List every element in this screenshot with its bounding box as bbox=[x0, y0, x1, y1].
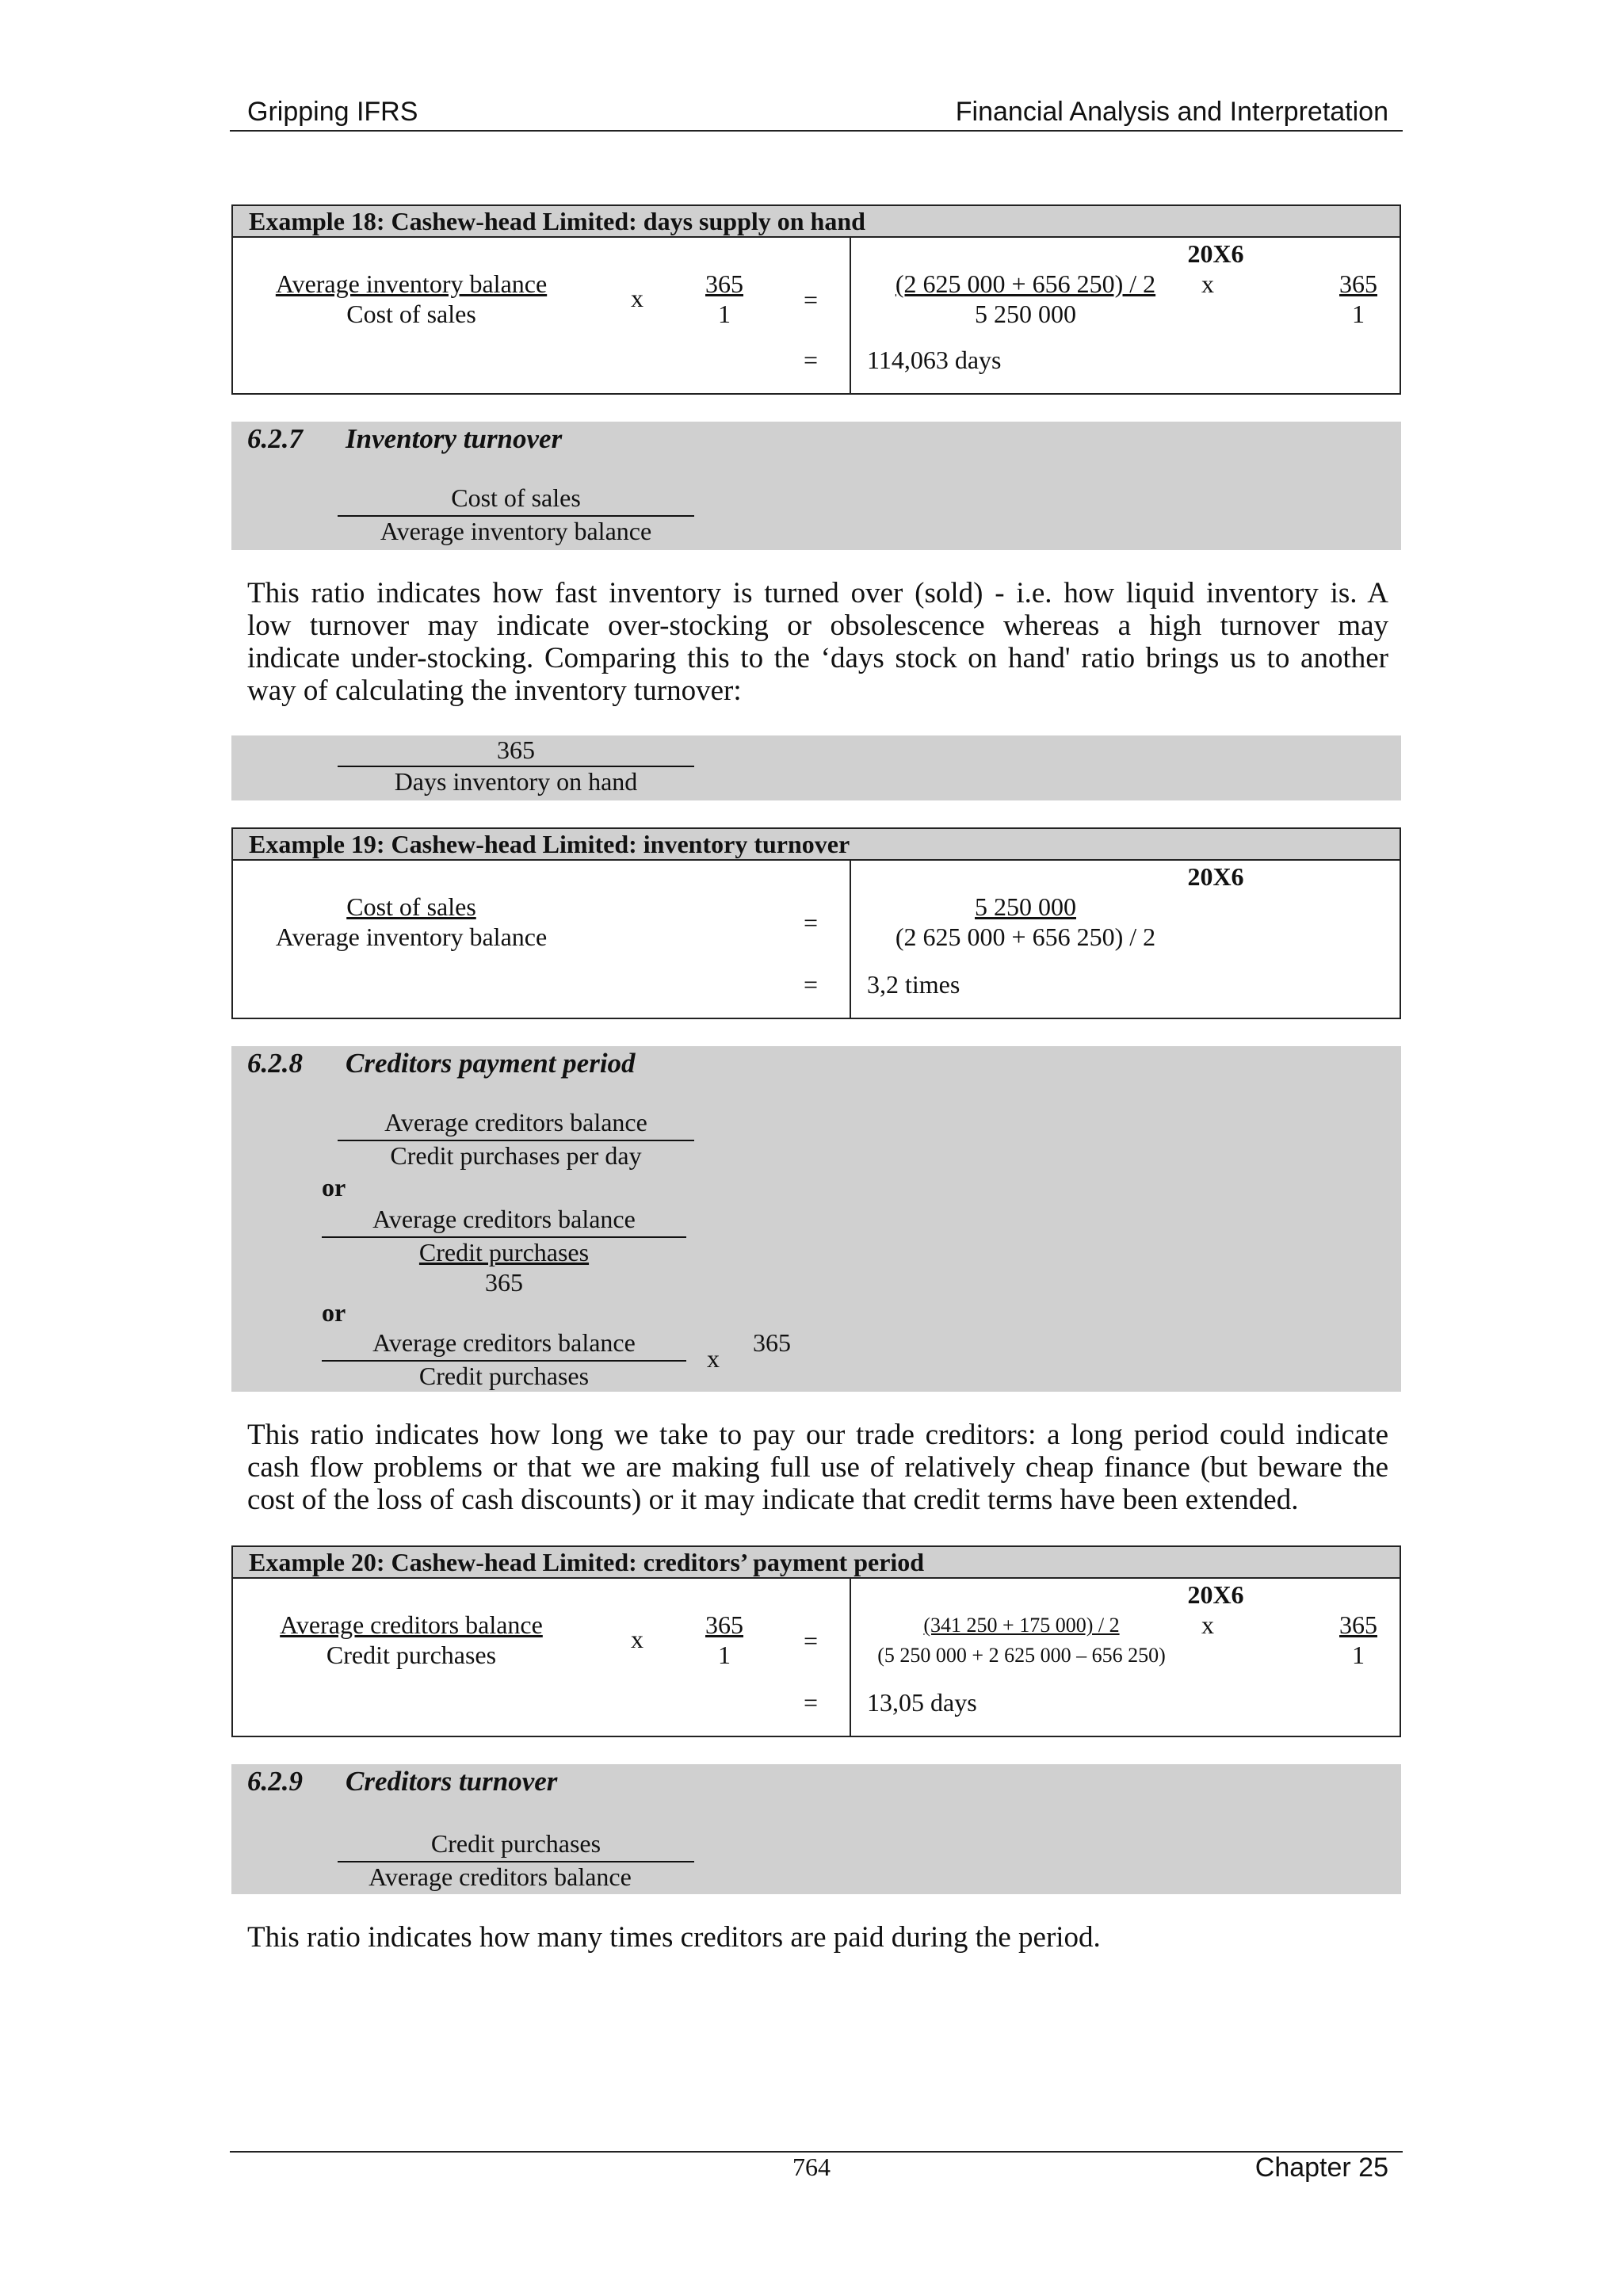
header-left: Gripping IFRS bbox=[247, 97, 418, 127]
example-18-equals-2: = bbox=[804, 346, 819, 374]
para3-line-1: This ratio indicates how many times creditors are paid during the period. bbox=[247, 1921, 1101, 1954]
paragraph-creditors-turnover bbox=[247, 1921, 1388, 1954]
example-19-calc-num: 5 250 000 bbox=[975, 892, 1076, 921]
example-18-divider bbox=[850, 238, 851, 393]
paragraph-inventory-turnover bbox=[247, 577, 1388, 707]
section-628-f3-times: x bbox=[707, 1344, 720, 1373]
example-18-calc-mult-num: 365 bbox=[1339, 269, 1377, 298]
example-18-calc-mult-den: 1 bbox=[1352, 300, 1365, 328]
example-20-divider bbox=[850, 1579, 851, 1736]
section-628-f2-num: Average creditors balance bbox=[372, 1205, 636, 1233]
example-20-calc-mult-num: 365 bbox=[1339, 1610, 1377, 1639]
section-628-f3-num: Average creditors balance bbox=[372, 1328, 636, 1357]
section-628-or-1: or bbox=[322, 1173, 346, 1201]
example-18-title: Example 18: Cashew-head Limited: days supply on hand bbox=[233, 206, 1400, 238]
example-19-equals: = bbox=[804, 908, 819, 937]
section-628-number: 6.2.8 bbox=[247, 1048, 303, 1079]
alt-formula-den: Days inventory on hand bbox=[394, 767, 638, 796]
example-20-title: Example 20: Cashew-head Limited: creditors’ payment period bbox=[233, 1547, 1400, 1579]
alt-formula-box bbox=[231, 735, 1401, 800]
para2-line-2: cash flow problems or that we are making full use of relatively cheap finance (but beware the bbox=[247, 1451, 1388, 1484]
section-629-formula-den: Average creditors balance bbox=[369, 1862, 632, 1891]
example-20-calc-times: x bbox=[1201, 1610, 1214, 1639]
example-18-mult-num: 365 bbox=[705, 269, 743, 298]
alt-formula-num: 365 bbox=[497, 735, 535, 764]
para1-line-2: low turnover may indicate over-stocking or obsolescence whereas a high turnover may bbox=[247, 609, 1388, 642]
section-628-f1-den: Credit purchases per day bbox=[390, 1141, 642, 1170]
section-627-number: 6.2.7 bbox=[247, 423, 303, 454]
example-18-times: x bbox=[631, 284, 643, 312]
example-20-calc-den: (5 250 000 + 2 625 000 – 656 250) bbox=[877, 1644, 1166, 1667]
example-20-box bbox=[231, 1545, 1401, 1737]
section-628-or-2: or bbox=[322, 1298, 346, 1327]
example-20-equals-2: = bbox=[804, 1688, 819, 1717]
paragraph-creditors-payment bbox=[247, 1419, 1388, 1516]
section-628-f3-mult: 365 bbox=[753, 1328, 791, 1357]
example-20-mult-num: 365 bbox=[705, 1610, 743, 1639]
example-20-mult-den: 1 bbox=[718, 1641, 731, 1669]
para2-line-1: This ratio indicates how long we take to pay our trade creditors: a long period could indicate bbox=[247, 1419, 1388, 1451]
section-629-number: 6.2.9 bbox=[247, 1766, 303, 1797]
example-18-box bbox=[231, 204, 1401, 395]
example-19-result: 3,2 times bbox=[867, 970, 960, 999]
para2-line-3: cost of the loss of cash discounts) or it may indicate that credit terms have been extended. bbox=[247, 1484, 1299, 1516]
example-19-formula-num: Cost of sales bbox=[346, 892, 476, 921]
section-628-f1-num: Average creditors balance bbox=[384, 1108, 647, 1137]
example-20-equals: = bbox=[804, 1626, 819, 1655]
example-20-times: x bbox=[631, 1625, 643, 1653]
example-19-box bbox=[231, 827, 1401, 1019]
example-19-formula-den: Average inventory balance bbox=[275, 923, 548, 951]
example-19-divider bbox=[850, 861, 851, 1018]
example-18-calc-den: 5 250 000 bbox=[975, 300, 1076, 328]
example-18-mult-den: 1 bbox=[718, 300, 731, 328]
example-20-calc-num: (341 250 + 175 000) / 2 bbox=[923, 1614, 1120, 1637]
para1-line-3: indicate under-stocking. Comparing this to the ‘days stock on hand' ratio brings us to another bbox=[247, 642, 1388, 674]
section-629-title: Creditors turnover bbox=[346, 1766, 558, 1797]
example-18-equals: = bbox=[804, 285, 819, 314]
example-20-year: 20X6 bbox=[1187, 1580, 1244, 1609]
section-628-f2-den-num: Credit purchases bbox=[418, 1238, 590, 1266]
example-18-formula-den: Cost of sales bbox=[346, 300, 476, 328]
para1-line-4: way of calculating the inventory turnover: bbox=[247, 674, 742, 707]
section-628-f3-den: Credit purchases bbox=[418, 1362, 590, 1390]
example-18-formula-num: Average inventory balance bbox=[275, 269, 548, 298]
section-627-title: Inventory turnover bbox=[346, 423, 563, 454]
section-629-box bbox=[231, 1764, 1401, 1894]
section-627-formula-num: Cost of sales bbox=[451, 483, 581, 512]
example-20-calc-mult-den: 1 bbox=[1352, 1641, 1365, 1669]
section-629-formula-num: Credit purchases bbox=[430, 1829, 601, 1858]
footer-chapter: Chapter 25 bbox=[1254, 2153, 1388, 2183]
example-18-calc-num: (2 625 000 + 656 250) / 2 bbox=[895, 269, 1156, 298]
footer-page-number: 764 bbox=[792, 2153, 831, 2181]
section-627-formula-den: Average inventory balance bbox=[380, 517, 652, 545]
example-19-title: Example 19: Cashew-head Limited: inventory turnover bbox=[233, 829, 1400, 861]
para1-line-1: This ratio indicates how fast inventory is turned over (sold) - i.e. how liquid inventory is. A bbox=[247, 577, 1388, 609]
example-20-result: 13,05 days bbox=[867, 1688, 977, 1717]
example-18-calc-times: x bbox=[1201, 269, 1214, 298]
section-628-box bbox=[231, 1046, 1401, 1392]
example-19-equals-2: = bbox=[804, 970, 819, 999]
example-18-result: 114,063 days bbox=[867, 346, 1002, 374]
example-19-calc-den: (2 625 000 + 656 250) / 2 bbox=[895, 923, 1156, 951]
section-627-box bbox=[231, 422, 1401, 550]
section-628-f2-den-den: 365 bbox=[485, 1268, 523, 1297]
header-right: Financial Analysis and Interpretation bbox=[955, 97, 1388, 127]
section-628-title: Creditors payment period bbox=[346, 1048, 636, 1079]
example-20-formula-num: Average creditors balance bbox=[280, 1610, 543, 1639]
example-20-formula-den: Credit purchases bbox=[326, 1641, 497, 1669]
header-rule bbox=[230, 130, 1403, 132]
example-18-year: 20X6 bbox=[1187, 239, 1244, 268]
example-19-year: 20X6 bbox=[1187, 862, 1244, 891]
